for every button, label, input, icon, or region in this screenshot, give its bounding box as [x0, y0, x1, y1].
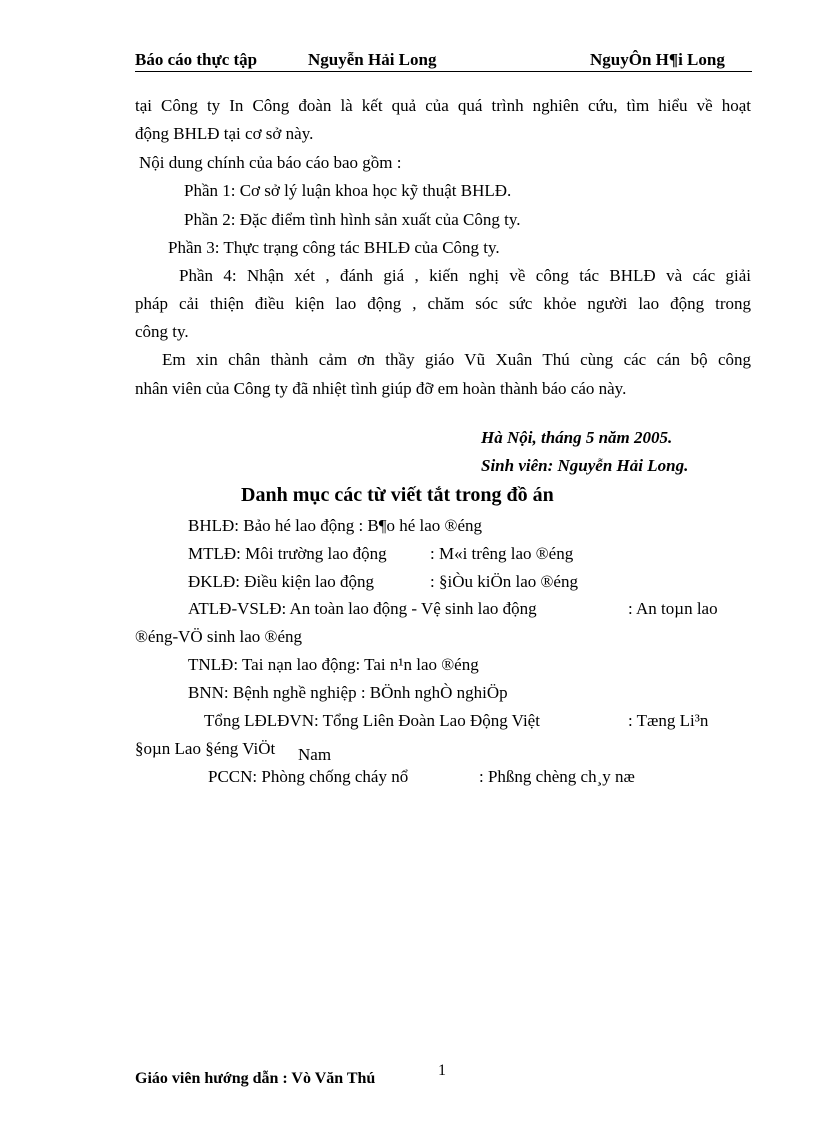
abbr-tongld-legacy-cont: §oµn Lao §éng ViÖt	[135, 739, 276, 758]
part-3: Phần 3: Thực trạng công tác BHLĐ của Công ty.	[168, 238, 500, 257]
header-author-legacy: NguyÔn H¶i Long	[590, 50, 725, 69]
abbr-pccn: PCCN: Phòng chống cháy nổ	[208, 767, 409, 786]
part-1: Phần 1: Cơ sở lý luận khoa học kỹ thuật BHLĐ.	[184, 181, 512, 200]
abbr-atld-legacy-cont: ®éng-VÖ sinh lao ®éng	[135, 627, 302, 646]
intro-line-2: động BHLĐ tại cơ sở này.	[135, 124, 314, 143]
thanks-line-2: nhân viên của Công ty đã nhiệt tình giúp đỡ em hoàn thành báo cáo này.	[135, 379, 627, 398]
part-4-line-2: pháp cải thiện điều kiện lao động , chăm sóc sức khỏe người lao động trong	[135, 294, 751, 313]
thanks-line-1: Em xin chân thành cảm ơn thầy giáo Vũ Xuân Thú cùng các cán bộ công	[162, 350, 751, 369]
intro-line-1: tại Công ty In Công đoàn là kết quả của quá trình nghiên cứu, tìm hiểu về hoạt	[135, 96, 751, 115]
abbr-mtld-legacy: : M«i trêng lao ®éng	[430, 544, 574, 563]
abbr-atld-legacy: : An toµn lao	[628, 599, 718, 618]
abbr-dkld-legacy: : §iÒu kiÖn lao ®éng	[430, 572, 578, 591]
abbr-mtld: MTLĐ: Môi trường lao động	[188, 544, 387, 563]
part-4-line-1: Phần 4: Nhận xét , đánh giá , kiến nghị về công tác BHLĐ và các giải	[179, 266, 751, 285]
header-author: Nguyễn Hải Long	[308, 50, 437, 69]
abbr-tnld: TNLĐ: Tai nạn lao động: Tai n¹n lao ®éng	[188, 655, 479, 674]
abbr-tongld-nam: Nam	[298, 745, 332, 764]
header-left: Báo cáo thực tập	[135, 50, 258, 69]
abbr-tongld: Tổng LĐLĐVN: Tổng Liên Đoàn Lao Động Việt	[204, 711, 540, 730]
contents-heading: Nội dung chính của báo cáo bao gồm :	[139, 153, 402, 172]
abbr-bnn: BNN: Bệnh nghề nghiệp : BÖnh nghÒ nghiÖp	[188, 683, 508, 702]
abbr-bhld: BHLĐ: Bảo hé lao động : B¶o hé lao ®éng	[188, 516, 482, 535]
abbr-dkld: ĐKLĐ: Điều kiện lao động	[188, 572, 375, 591]
place-date: Hà Nội, tháng 5 năm 2005.	[481, 428, 673, 447]
part-4-line-3: công ty.	[135, 322, 189, 341]
student-signature: Sinh viên: Nguyễn Hải Long.	[481, 456, 689, 475]
abbreviations-title: Danh mục các từ viết tắt trong đồ án	[241, 484, 554, 506]
abbr-atld: ATLĐ-VSLĐ: An toàn lao động - Vệ sinh lao động	[188, 599, 537, 618]
header-rule	[135, 71, 752, 72]
part-2: Phần 2: Đặc điểm tình hình sản xuất của Công ty.	[184, 210, 521, 229]
abbr-tongld-legacy: : Tæng Li³n	[628, 711, 709, 730]
page-number: 1	[438, 1062, 446, 1079]
abbr-pccn-legacy: : Phßng chèng ch¸y næ	[479, 767, 635, 786]
footer-advisor: Giáo viên hướng dẫn : Vò Văn Thú	[135, 1070, 376, 1087]
